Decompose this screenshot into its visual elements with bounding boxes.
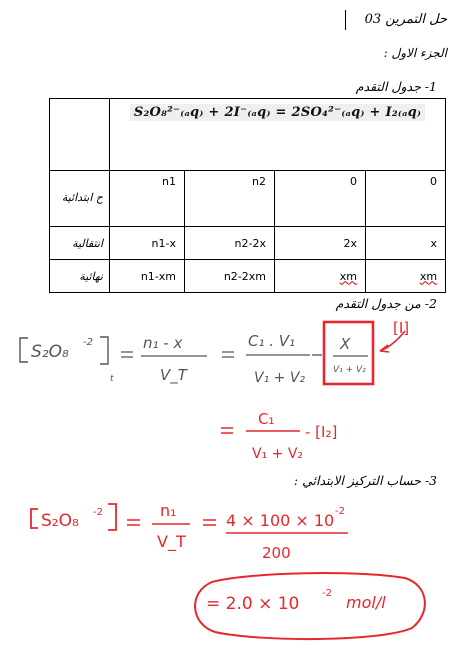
spellcheck-underlined-text: xm	[419, 269, 438, 283]
iodine-annotation: [I]	[393, 319, 410, 337]
table-cell: 0	[275, 171, 366, 227]
page-title: حل التمرين 03	[364, 12, 447, 27]
reaction-equation: S₂O₈²⁻₍ₐq₎ + 2I⁻₍ₐq₎ = 2SO₄²⁻₍ₐq₎ + I₂₍ₐq₎	[130, 104, 425, 121]
row-label-final: نهائية	[50, 260, 110, 293]
fraction-numerator: C₁ . V₁	[248, 332, 296, 350]
lhs-charge: -2	[93, 507, 103, 518]
fraction-denominator: V_T	[160, 366, 187, 384]
lhs-species: S₂O₈	[41, 511, 79, 531]
result-unit: mol/l	[346, 593, 386, 612]
spellcheck-underlined-text: xm	[339, 269, 357, 283]
row-label-transitional: انتقالية	[50, 227, 110, 260]
fraction-numerator: n₁	[160, 501, 177, 520]
table-cell: n1	[110, 171, 185, 227]
result-value: = 2.0 × 10	[206, 594, 300, 614]
fraction-denominator: V₁ + V₂	[252, 446, 304, 462]
bracket-right	[100, 337, 108, 364]
fraction-denominator: 200	[262, 544, 291, 562]
lhs-charge: -2	[83, 337, 93, 348]
fraction-numerator: n₁ - x	[143, 334, 183, 352]
fraction-denominator: V₁ + V₂	[254, 370, 306, 386]
equals-sign	[127, 520, 140, 525]
lhs-species: S₂O₈	[31, 342, 69, 362]
part-label: الجزء الاول :	[383, 46, 447, 60]
bracket-left	[31, 509, 38, 528]
boxed-numerator: X	[340, 335, 351, 353]
bracket-left	[20, 338, 28, 362]
table-cell: n2-2xm	[185, 260, 275, 293]
equals-sign	[222, 352, 234, 357]
section-1-heading: 1- جدول التقدم	[355, 79, 437, 94]
fraction-denominator: V_T	[157, 532, 186, 551]
section-2-heading: 2- من جدول التقدم	[335, 296, 437, 311]
result-exponent: -2	[322, 588, 332, 599]
table-cell: n2-2x	[185, 227, 275, 260]
bracket-right	[108, 504, 116, 530]
exponent: -2	[335, 506, 345, 517]
equals-sign	[203, 520, 216, 525]
iodine-term: - [I₂]	[305, 423, 338, 441]
section-3-heading: 3- حساب التركيز الابتدائي :	[293, 473, 437, 488]
table-cell: 2x	[275, 227, 366, 260]
table-cell: n1-xm	[110, 260, 185, 293]
fraction-numerator: C₁	[258, 410, 275, 428]
fraction-numerator: 4 × 100 × 10	[226, 511, 335, 530]
time-subscript: t	[110, 374, 114, 384]
table-cell: n1-x	[110, 227, 185, 260]
row-label-initial: ح ابتدائية	[50, 171, 110, 227]
equals-sign	[121, 352, 133, 357]
table-cell: x	[366, 227, 446, 260]
table-cell: n2	[185, 171, 275, 227]
equals-sign	[221, 428, 233, 433]
boxed-denominator: V₁ + V₂	[333, 365, 366, 375]
table-cell: 0	[366, 171, 446, 227]
